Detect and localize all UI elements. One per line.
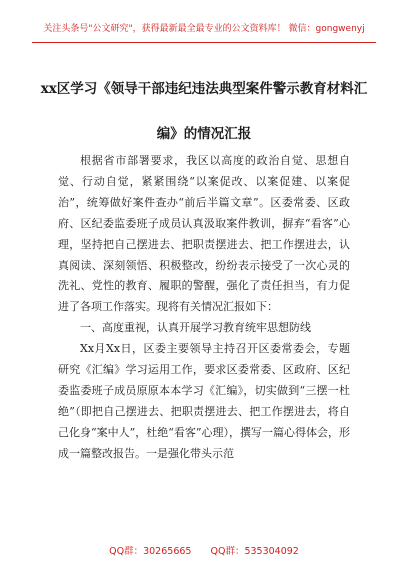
section-1-paragraph: Xx月Xx日，区委主要领导主持召开区委常委会，专题研究《汇编》学习运用工作，要求区委常委、区政府、区纪委监委班子成员原原本本学习《汇编》，切实做到“三摆一杜绝”（即把自己摆进去、把职责摆进去、把工作摆进去，将自己化身“案中人”，杜绝“看客”心理），撰写一篇心得体会，形成一篇整改报告。一是强化带头示范 <box>58 342 350 460</box>
document-title-line-2: 编》的情况汇报 <box>156 126 252 142</box>
intro-paragraph: 根据省市部署要求，我区以高度的政治自觉、思想自觉、行动自觉，紧紧围绕“以案促改、以案促建、以案促治”，统筹做好案件查办“前后半篇文章”。区委常委、区政府、区纪委监委班子成员认真汲取案件教训，摒弃“看客”心理，坚持把自己摆进去、把职责摆进去、把工作摆进去，认真阅读、深刻领悟、积极整改，纷纷表示接受了一次心灵的洗礼、党性的教育、履职的警醒，强化了责任担当，有力促进了各项工作落实。现将有关情况汇报如下： <box>58 154 350 314</box>
footer-contact <box>0 543 408 557</box>
document-body <box>58 151 350 465</box>
section-heading-1: 一、高度重视，认真开展学习教育统牢思想防线 <box>80 321 311 335</box>
header-divider <box>32 42 376 43</box>
qq-group-2: QQ群：535304092 <box>210 546 299 557</box>
promo-banner: 关注头条号"公文研究"，获得最新最全最专业的公文资料库！ 微信：gongwenyj <box>43 24 365 34</box>
qq-group-1: QQ群：30265665 <box>109 546 192 557</box>
document-title-line-1: xx区学习《领导干部违纪违法典型案件警示教育材料汇 <box>40 81 368 97</box>
